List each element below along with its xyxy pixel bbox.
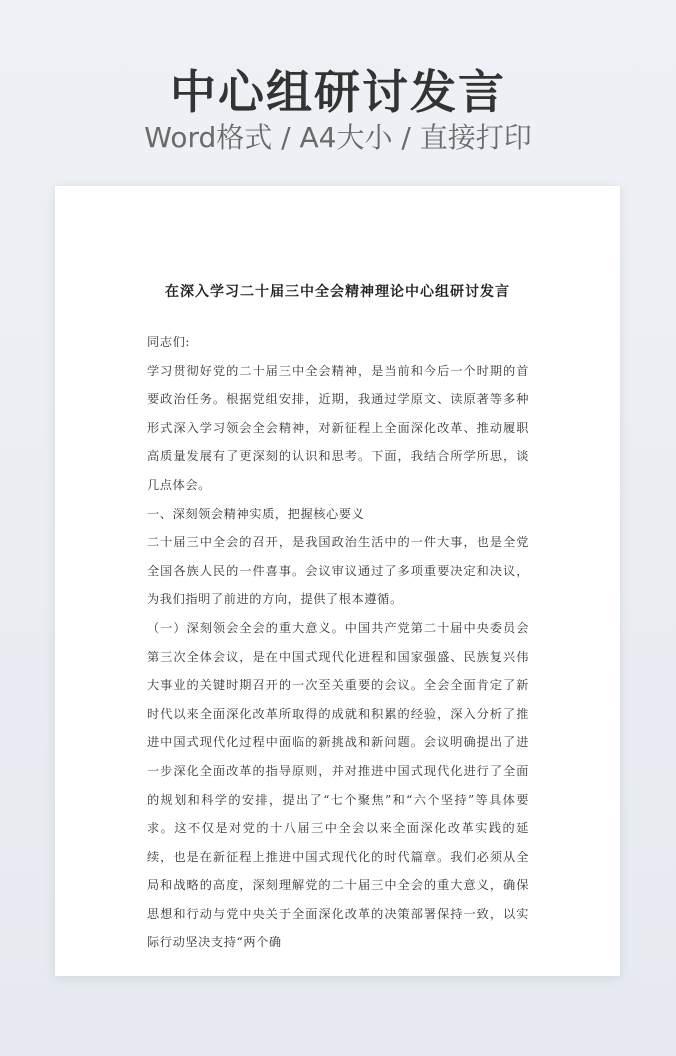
section-heading-1: 一、深刻领会精神实质，把握核心要义 (147, 506, 365, 521)
document-body (147, 328, 529, 957)
document-title: 在深入学习二十届三中全会精神理论中心组研讨发言 (165, 284, 510, 300)
promo-subtitle: Word格式 / A4大小 / 直接打印 (144, 121, 532, 154)
salutation: 同志们: (147, 335, 191, 349)
promo-title: 中心组研讨发言 (170, 65, 506, 119)
document-page (55, 186, 620, 976)
paragraph-section-1: 二十届三中全会的召开，是我国政治生活中的一件大事，也是全党全国各族人民的一件喜事。会议审议通过了多项重要决定和决议，为我们指明了前进的方向，提供了根本遵循。 (147, 535, 529, 607)
paragraph-intro: 学习贯彻好党的二十届三中全会精神，是当前和今后一个时期的首要政治任务。根据党组安排，近期，我通过学原文、读原著等多种形式深入学习领会全会精神，对新征程上全面深化改革、推动履职高质量发展有了更深刻的认识和思考。下面，我结合所学所思，谈几点体会。 (147, 363, 529, 492)
paragraph-subsection-1: （一）深刻领会全会的重大意义。中国共产党第二十届中央委员会第三次全体会议，是在中国式现代化进程和国家强盛、民族复兴伟大事业的关键时期召开的一次至关重要的会议。全会全面肯定了新时代以来全面深化改革所取得的成就和积累的经验，深入分析了推进中国式现代化过程中面临的新挑战和新问题。会议明确提出了进一步深化全面改革的指导原则，并对推进中国式现代化进行了全面的规划和科学的安排，提出了“七个聚焦”和“六个坚持”等具体要求。这不仅是对党的十八届三中全会以来全面深化改革实践的延续，也是在新征程上推进中国式现代化的时代篇章。我们必须从全局和战略的高度，深刻理解党的二十届三中全会的重大意义，确保思想和行动与党中央关于全面深化改革的决策部署保持一致，以实际行动坚决支持“两个确 (147, 620, 529, 950)
